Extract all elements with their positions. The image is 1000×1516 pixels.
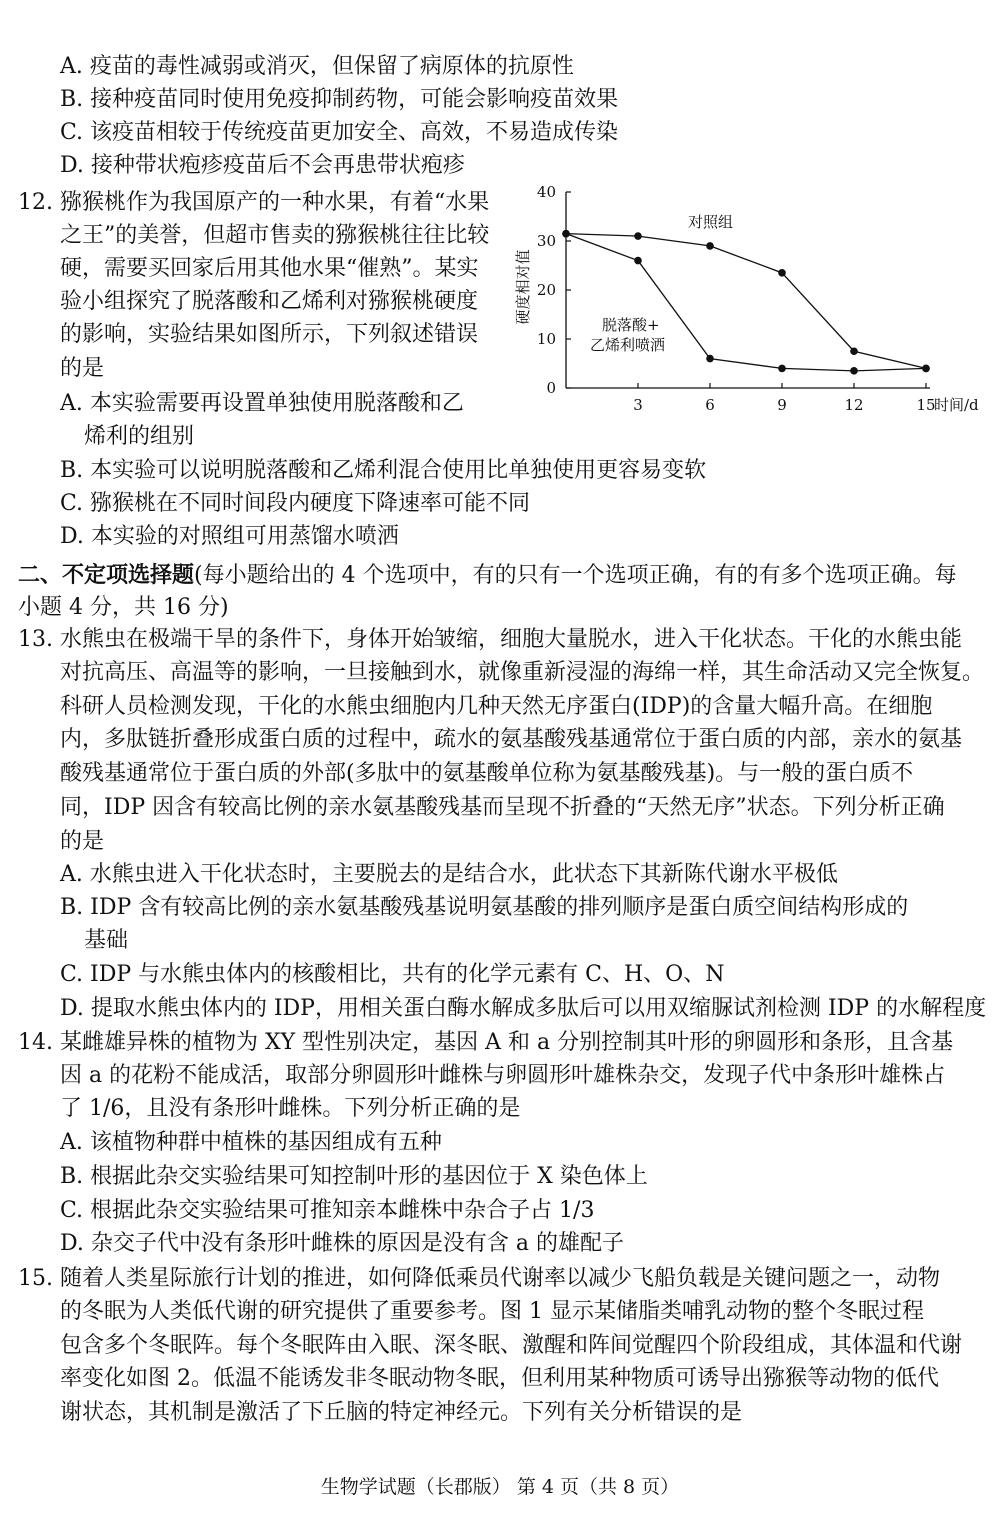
- q13-option-a: A. 水熊虫进入干化状态时，主要脱去的是结合水，此状态下其新陈代谢水平极低: [60, 862, 838, 887]
- data-point: [778, 365, 786, 373]
- section-2-note-cont: 小题 4 分，共 16 分): [18, 595, 229, 620]
- y-tick-label: 0: [546, 379, 556, 397]
- q14-option-a: A. 该植物种群中植株的基因组成有五种: [60, 1130, 442, 1155]
- q13-stem-line: 科研人员检测发现，干化的水熊虫细胞内几种天然无序蛋白(IDP)的含量大幅升高。在细胞: [60, 694, 933, 719]
- q15-stem-line: 15. 随着人类星际旅行计划的推进，如何降低乘员代谢率以减少飞船负载是关键问题之一，动物: [18, 1266, 940, 1291]
- q13-option-c: C. IDP 与水熊虫体内的核酸相比，共有的化学元素有 C、H、O、N: [60, 962, 725, 987]
- q12-option-d: D. 本实验的对照组可用蒸馏水喷洒: [60, 524, 399, 549]
- y-tick-label: 40: [536, 183, 556, 201]
- q13-stem-line: 的是: [60, 829, 105, 854]
- section-2-note: (每小题给出的 4 个选项中，有的只有一个选项正确，有的有多个选项正确。每: [194, 563, 957, 588]
- q14-option-b: B. 根据此杂交实验结果可知控制叶形的基因位于 X 染色体上: [60, 1164, 648, 1189]
- q13-stem-line: 对抗高压、高温等的影响，一旦接触到水，就像重新浸湿的海绵一样，其生命活动又完全恢复。: [60, 660, 985, 685]
- chart-xlabel: 时间/d: [934, 396, 979, 414]
- series-label-treated-line2: 乙烯利喷洒: [590, 336, 666, 354]
- q15-stem-line: 的冬眠为人类低代谢的研究提供了重要参考。图 1 显示某储脂类哺乳动物的整个冬眠过程: [60, 1299, 924, 1324]
- x-tick-label: 9: [777, 396, 787, 414]
- chart-ylabel: 硬度相对值: [514, 249, 532, 325]
- q14-stem-line: 14. 某雌雄异株的植物为 XY 型性别决定，基因 A 和 a 分别控制其叶形的卵圆形和条形，且含基: [18, 1030, 954, 1055]
- q12-stem-line: 验小组探究了脱落酸和乙烯利对猕猴桃硬度: [60, 289, 479, 314]
- data-point: [562, 230, 570, 238]
- data-point: [850, 367, 858, 375]
- q14-stem-line: 了 1/6，且没有条形叶雌株。下列分析正确的是: [60, 1096, 521, 1121]
- q13-stem-line: 同，IDP 因含有较高比例的亲水氨基酸残基而呈现不折叠的“天然无序”状态。下列分析正确: [60, 795, 945, 820]
- page-footer: 生物学试题（长郡版） 第 4 页（共 8 页）: [320, 1476, 680, 1498]
- q12-option-a: A. 本实验需要再设置单独使用脱落酸和乙: [60, 391, 464, 416]
- y-tick-label: 20: [536, 281, 556, 299]
- q13-option-b-cont: 基础: [84, 928, 129, 953]
- q15-stem-line: 包含多个冬眠阵。每个冬眠阵由入眠、深冬眠、激醒和阵间觉醒四个阶段组成，其体温和代谢: [60, 1333, 963, 1358]
- q13-option-d: D. 提取水熊虫体内的 IDP，用相关蛋白酶水解成多肽后可以用双缩脲试剂检测 IDP 的水解程度: [60, 996, 987, 1021]
- q13-stem-line: 酸残基通常位于蛋白质的外部(多肽中的氨基酸单位称为氨基酸残基)。与一般的蛋白质不: [60, 761, 914, 786]
- x-tick-label: 3: [633, 396, 643, 414]
- chart-ticks: [537, 183, 936, 414]
- q11-option-c: C. 该疫苗相较于传统疫苗更加安全、高效，不易造成传染: [60, 120, 619, 145]
- q15-stem-line: 率变化如图 2。低温不能诱发非冬眠动物冬眠，但利用某种物质可诱导出猕猴等动物的低代: [60, 1366, 939, 1391]
- q13-stem-line: 内，多肽链折叠形成蛋白质的过程中，疏水的氨基酸残基通常位于蛋白质的内部，亲水的氨基: [60, 727, 963, 752]
- q12-stem-line: 之王”的美誉，但超市售卖的猕猴桃往往比较: [60, 223, 490, 248]
- data-point: [922, 365, 930, 373]
- q12-option-a-cont: 烯利的组别: [84, 424, 195, 449]
- y-tick-label: 30: [536, 232, 556, 250]
- q11-option-b: B. 接种疫苗同时使用免疫抑制药物，可能会影响疫苗效果: [60, 87, 619, 112]
- chart-axes: [566, 192, 930, 388]
- y-tick-label: 10: [536, 330, 556, 348]
- q15-stem-line: 谢状态，其机制是激活了下丘脑的特定神经元。下列有关分析错误的是: [60, 1400, 743, 1425]
- data-point: [850, 347, 858, 355]
- q12-stem-line: 12. 猕猴桃作为我国原产的一种水果，有着“水果: [18, 190, 490, 215]
- q13-stem-line: 13. 水熊虫在极端干旱的条件下，身体开始皱缩，细胞大量脱水，进入干化状态。干化的水熊虫能: [18, 627, 962, 652]
- q12-stem-line: 的影响，实验结果如图所示，下列叙述错误: [60, 322, 479, 347]
- q11-option-d: D. 接种带状疱疹疫苗后不会再患带状疱疹: [60, 153, 465, 178]
- q11-option-a: A. 疫苗的毒性减弱或消灭，但保留了病原体的抗原性: [60, 54, 574, 79]
- q12-stem-line: 硬，需要买回家后用其他水果“催熟”。某实: [60, 256, 479, 281]
- x-tick-label: 15: [916, 396, 936, 414]
- q14-option-d: D. 杂交子代中没有条形叶雌株的原因是没有含 a 的雄配子: [60, 1231, 624, 1256]
- q12-option-b: B. 本实验可以说明脱落酸和乙烯利混合使用比单独使用更容易变软: [60, 458, 707, 483]
- data-point: [706, 355, 714, 363]
- q14-stem-line: 因 a 的花粉不能成活，取部分卵圆形叶雌株与卵圆形叶雄株杂交，发现子代中条形叶雄株占: [60, 1063, 946, 1088]
- q14-option-c: C. 根据此杂交实验结果可推知亲本雌株中杂合子占 1/3: [60, 1198, 595, 1223]
- data-point: [778, 269, 786, 277]
- section-2-heading: [18, 560, 957, 591]
- section-2-title: 二、不定项选择题: [18, 562, 195, 588]
- q12-option-c: C. 猕猴桃在不同时间段内硬度下降速率可能不同: [60, 491, 531, 516]
- x-tick-label: 12: [844, 396, 864, 414]
- x-tick-label: 6: [705, 396, 715, 414]
- data-point: [634, 232, 642, 240]
- data-point: [706, 242, 714, 250]
- data-point: [634, 257, 642, 265]
- q13-option-b: B. IDP 含有较高比例的亲水氨基酸残基说明氨基酸的排列顺序是蛋白质空间结构形成的: [60, 895, 909, 920]
- series-label-treated-line1: 脱落酸+: [602, 316, 660, 334]
- q12-stem-line: 的是: [60, 356, 105, 381]
- hardness-chart: [510, 182, 979, 422]
- series-label-control: 对照组: [688, 213, 734, 231]
